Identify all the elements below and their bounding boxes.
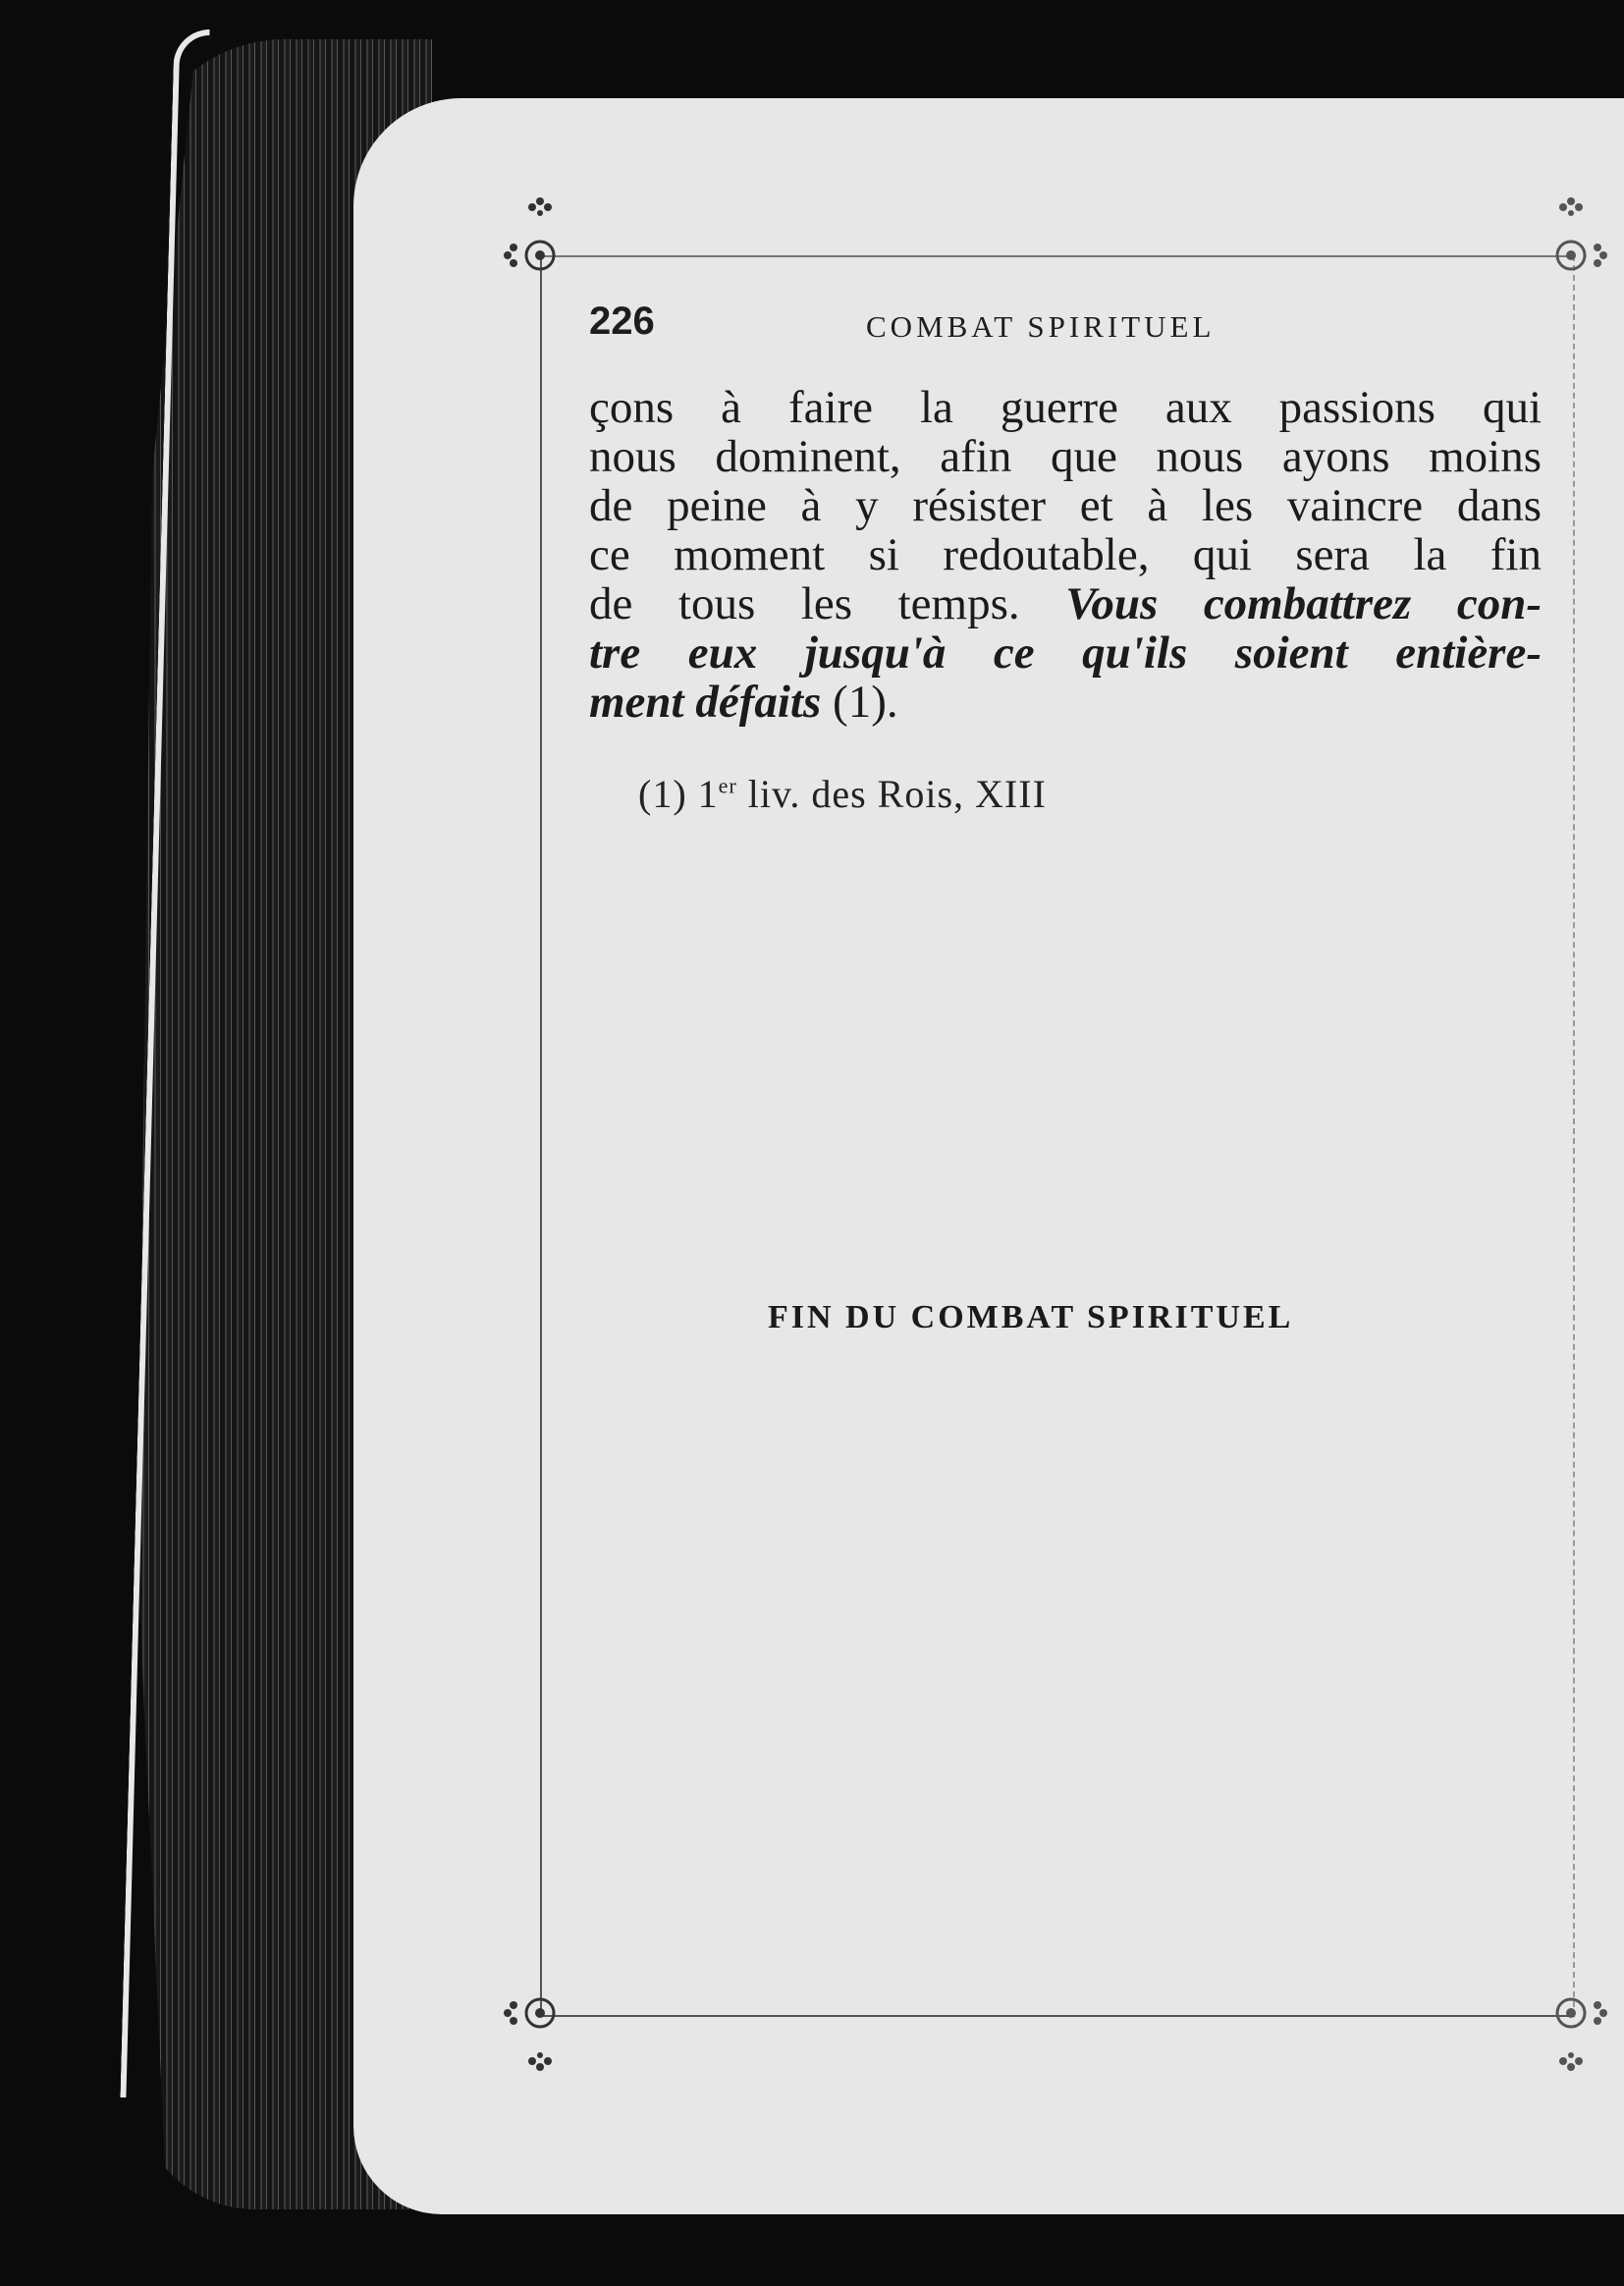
text-span: ce moment si redoutable, qui sera la fin <box>589 529 1542 580</box>
footnote-superscript: er <box>718 773 737 798</box>
footnote-text: liv. des Rois, XIII <box>736 772 1047 816</box>
text-line <box>589 530 1542 579</box>
text-span: nous dominent, afin que nous ayons moins <box>589 431 1542 482</box>
italic-quote: tre eux jusqu'à ce qu'ils soient entière- <box>589 627 1542 679</box>
page-header <box>589 299 1532 368</box>
end-title: FIN DU COMBAT SPIRITUEL <box>768 1299 1294 1335</box>
corner-ornament-icon <box>496 182 584 329</box>
running-title: COMBAT SPIRITUEL <box>866 309 1216 344</box>
text-span: çons à faire la guerre aux passions qui <box>589 382 1542 433</box>
text-line <box>589 678 1542 727</box>
italic-quote: ment défaits <box>589 677 822 728</box>
text-line <box>589 432 1542 481</box>
text-span: (1). <box>821 677 898 728</box>
footnote-marker: (1) 1 <box>638 772 719 816</box>
italic-quote: Vous combattrez con- <box>1065 578 1543 629</box>
text-line <box>589 628 1542 678</box>
text-span: de peine à y résister et à les vaincre dans <box>589 480 1542 531</box>
corner-ornament-icon <box>1527 182 1615 329</box>
footnote <box>638 771 1047 817</box>
text-line <box>589 481 1542 530</box>
page-number: 226 <box>589 299 655 343</box>
text-span: de tous les temps. <box>589 578 1066 629</box>
text-line <box>589 579 1542 628</box>
body-paragraph <box>589 383 1542 727</box>
corner-ornament-icon <box>1527 1939 1615 2087</box>
text-line <box>589 383 1542 432</box>
corner-ornament-icon <box>496 1939 584 2087</box>
